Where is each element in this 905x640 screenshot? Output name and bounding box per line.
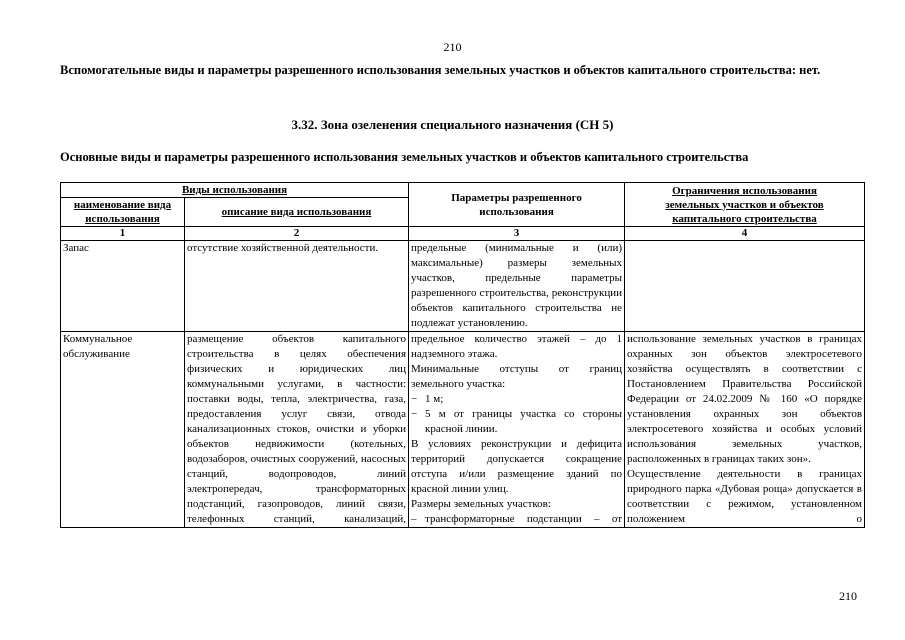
zone-heading: 3.32. Зона озеленения специального назначения (СН 5) (291, 117, 614, 132)
column-number-2: 2 (185, 227, 409, 241)
list-item: – трансформаторные подстанции – от (411, 513, 623, 525)
column-number-3: 3 (409, 227, 625, 241)
parameters-reconstruction: В условиях реконструкции и дефицита территорий допускается сокращение отступа и/или размещение зданий по красной линии улиц. (411, 438, 623, 495)
parameters-setbacks: Минимальные отступы от границ земельного участка: (411, 363, 623, 390)
restrictions-natural-park: Осуществление деятельности в границах природного парка «Дубовая роща» допускается в соответствии с режимом, установленном положением о (627, 468, 863, 525)
list-item: − 5 м от границы участка со стороны красной линии. (411, 408, 623, 435)
setbacks-list (411, 392, 622, 437)
parameters-sizes: Размеры земельных участков: (411, 498, 551, 510)
row-utility-description: размещение объектов капитального строительства в целях обеспечения физических и юридических лиц коммунальными услугами, в частности: поставки воды, тепла, электричества, газа, предоставления услуг связи, отвода канализационных стоков, очистки и уборки объектов недвижимости (котельных, водозаборов, очистных сооружений, насосных станций, водопроводов, линий электропередач, трансформаторных подстанций, газопроводов, линий связи, телефонных станций, канализаций, (185, 332, 409, 528)
sizes-list (411, 512, 622, 527)
row-reserve-description: отсутствие хозяйственной деятельности. (185, 241, 409, 332)
header-parameters: Параметры разрешенного использования (409, 183, 625, 227)
row-reserve-parameters: предельные (минимальные и (или) максимальные) размеры земельных участков, предельные параметры разрешенного строительства, реконструкции объектов капитального строительства не подлежат установлению. (409, 241, 625, 332)
restrictions-power-grid: использование земельных участков в границах охранных зон объектов электросетевого хозяйства осуществлять в соответствии с Постановлением Правительства Российской Федерации от 24.02.2009 № 160 «О порядке установления охранных зон объектов электросетевого хозяйства и особых условий использования земельных участков, расположенных в границах таких зон». (627, 333, 863, 465)
table-row (61, 241, 865, 332)
column-number-4: 4 (625, 227, 865, 241)
page-number-top: 210 (443, 40, 462, 54)
header-types-of-use: Виды использования (61, 183, 409, 198)
parameters-floors: предельное количество этажей – до 1 надземного этажа. (411, 333, 623, 360)
row-utility-name: Коммунальное обслуживание (61, 332, 185, 528)
row-reserve-restrictions (625, 241, 865, 332)
column-number-1: 1 (61, 227, 185, 241)
list-item: − 1 м; (411, 393, 444, 405)
header-use-description: описание вида использования (185, 198, 409, 227)
page-number-bottom: 210 (839, 589, 857, 603)
table-row (61, 332, 865, 528)
row-utility-parameters (409, 332, 625, 528)
land-use-table (60, 182, 865, 528)
main-uses-heading: Основные виды и параметры разрешенного использования земельных участков и объектов капитального строительства (60, 150, 749, 164)
header-use-name: наименование вида использования (61, 198, 185, 227)
row-utility-restrictions (625, 332, 865, 528)
header-restrictions: Ограничения использования земельных участков и объектов капитального строительства (625, 183, 865, 227)
auxiliary-uses-paragraph: Вспомогательные виды и параметры разрешенного использования земельных участков и объектов капитального строительства: нет. (60, 63, 821, 77)
row-reserve-name: Запас (61, 241, 185, 332)
